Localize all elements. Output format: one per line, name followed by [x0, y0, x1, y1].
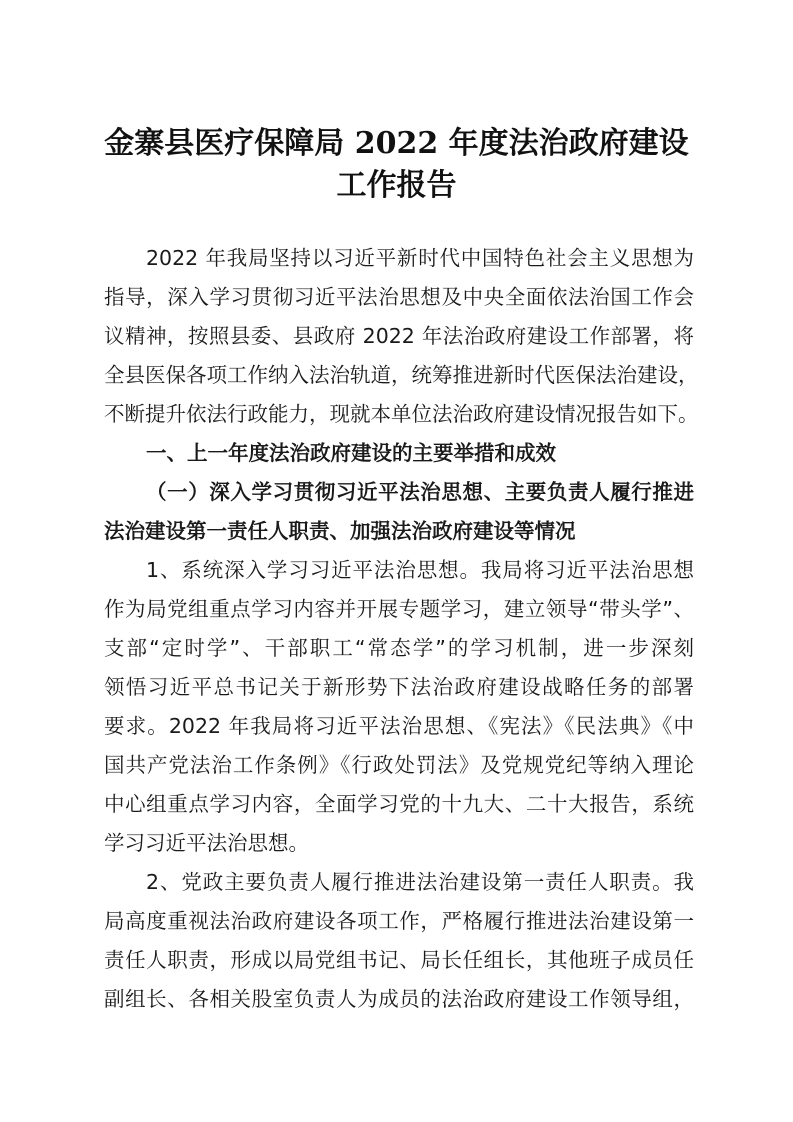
paragraph-line: 2022 年我局坚持以习近平新时代中国特色社会主义思想为 — [146, 246, 694, 270]
document-title-line-1: 金寨县医疗保障局 2022 年度法治政府建设 — [104, 126, 689, 161]
paragraph-line: 作为局党组重点学习内容并开展专题学习，建立领导“带头学”、 — [104, 597, 694, 621]
paragraph-line: 2、党政主要负责人履行推进法治建设第一责任人职责。我 — [146, 870, 694, 894]
section-heading: 一、上一年度法治政府建设的主要举措和成效 — [146, 441, 556, 465]
document-title-line-2: 工作报告 — [336, 168, 457, 203]
paragraph-line: 要求。2022 年我局将习近平法治思想、《宪法》《民法典》《中 — [104, 714, 694, 738]
paragraph-line: 局高度重视法治政府建设各项工作，严格履行推进法治建设第一 — [104, 909, 694, 933]
paragraph-line: 1、系统深入学习习近平法治思想。我局将习近平法治思想 — [146, 558, 694, 582]
paragraph-line: 副组长、各相关股室负责人为成员的法治政府建设工作领导组， — [104, 987, 694, 1011]
paragraph-line: 领悟习近平总书记关于新形势下法治政府建设战略任务的部署 — [104, 675, 694, 699]
paragraph-line: 支部“定时学”、干部职工“常态学”的学习机制，进一步深刻 — [104, 636, 694, 660]
paragraph-line: 指导，深入学习贯彻习近平法治思想及中央全面依法治国工作会 — [104, 285, 694, 309]
paragraph-line: 责任人职责，形成以局党组书记、局长任组长，其他班子成员任 — [104, 948, 694, 972]
paragraph-line: 中心组重点学习内容，全面学习党的十九大、二十大报告，系统 — [104, 792, 694, 816]
paragraph-line: 全县医保各项工作纳入法治轨道，统筹推进新时代医保法治建设， — [104, 363, 699, 387]
paragraph-line: 不断提升依法行政能力，现就本单位法治政府建设情况报告如下。 — [104, 402, 699, 426]
paragraph-line: 议精神，按照县委、县政府 2022 年法治政府建设工作部署，将 — [104, 324, 694, 348]
subsection-heading: （一）深入学习贯彻习近平法治思想、主要负责人履行推进 — [146, 480, 694, 504]
paragraph-line: 国共产党法治工作条例》《行政处罚法》及党规党纪等纳入理论 — [104, 753, 694, 777]
paragraph-line: 学习习近平法治思想。 — [104, 831, 309, 855]
subsection-heading: 法治建设第一责任人职责、加强法治政府建设等情况 — [104, 519, 576, 543]
